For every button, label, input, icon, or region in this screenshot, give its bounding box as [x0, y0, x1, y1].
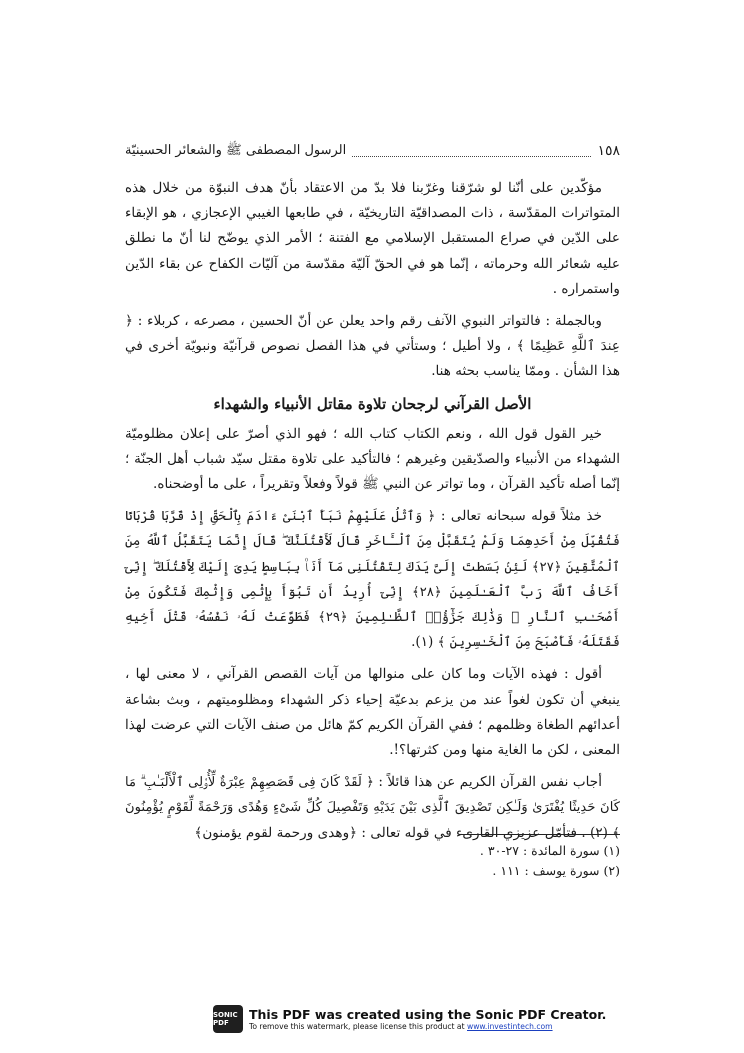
header-dotted-leader	[352, 146, 591, 157]
footnotes	[125, 834, 620, 881]
page-body	[125, 176, 620, 853]
watermark-link[interactable]: www.investintech.com	[467, 1022, 553, 1031]
pdf-watermark	[213, 1003, 606, 1035]
footnote-1: (١) سورة المائدة : ٢٧-٣٠ .	[479, 843, 620, 858]
page-number: ١٥٨	[597, 143, 620, 159]
running-title: الرسول المصطفى ﷺ والشعائر الحسينيّة	[125, 142, 347, 158]
quran-quote-paragraph	[125, 504, 620, 655]
quote2-tail: (٢) . فتأمّل عزيزي القارىء في قوله تعالى : ﴿وهدى ورحمة لقوم يؤمنون﴾	[194, 824, 608, 841]
paragraph-3: خير القول قول الله ، ونعم الكتاب كتاب الله ؛ فهو الذي أصرّ على إعلان مظلوميّة الشهداء من الأنبياء والصدّيقين وغيرهم ؛ فالتأكيد على تلاوة مقتل سيّد شباب أهل الجنّة ؛ إنّما أصله تأكيد القرآن ، وما تواتر عن النبي ﷺ قولاً وفعلاً وتقريراً ، على ما أوضحناه.	[125, 425, 620, 493]
watermark-sub-line	[249, 1022, 606, 1031]
quote-intro: خذ مثلاً قوله سبحانه تعالى :	[440, 508, 603, 525]
quran-verses-2: ﴿ لَقَدْ كَانَ فِى قَصَصِهِمْ عِبْرَةٌ لِّأُو۟لِى ٱلْأَلْبَـٰبِ ۗ مَا كَانَ حَدِيثًا يُفْتَرَىٰ وَلَـٰكِن تَصْدِيقَ ٱلَّذِى بَيْنَ يَدَيْهِ وَتَفْصِيلَ كُلِّ شَىْءٍ وَهُدًى وَرَحْمَةً لِّقَوْمٍ يُؤْمِنُونَ ﴾	[125, 775, 620, 841]
quote2-intro: أجاب نفس القرآن الكريم عن هذا قائلاً :	[378, 774, 602, 791]
sonic-pdf-logo: SONIC PDF	[213, 1005, 243, 1033]
watermark-sub-prefix: To remove this watermark, please license this product at	[249, 1022, 465, 1031]
section-heading: الأصل القرآني لرجحان تلاوة مقاتل الأنبياء والشهداء	[213, 394, 532, 413]
running-header	[125, 140, 620, 162]
quran-verses: ﴿ وَٱتْلُ عَلَيْهِمْ نَبَأَ ٱبْنَىْ ءَادَمَ بِٱلْحَقِّ إِذْ قَرَّبَا قُرْبَانًا فَتُقُبِّلَ مِنْ أَحَدِهِمَا وَلَمْ يُتَقَبَّلْ مِنَ ٱلْـَٔاخَرِ قَالَ لَأَقْتُلَنَّكَ ۖ قَالَ إِنَّمَا يَتَقَبَّلُ ٱللَّهُ مِنَ ٱلْمُتَّقِينَ ﴿٢٧﴾ لَئِنۢ بَسَطتَ إِلَىَّ يَدَكَ لِتَقْتُلَنِى مَآ أَنَا۠ بِبَاسِطٍ يَدِىَ إِلَيْكَ لِأَقْتُلَكَ ۖ إِنِّىٓ أَخَافُ ٱللَّهَ رَبَّ ٱلْعَـٰلَمِينَ ﴿٢٨﴾ إِنِّىٓ أُرِيدُ أَن تَبُوٓأَ بِإِثْمِى وَإِثْمِكَ فَتَكُونَ مِنْ أَصْحَـٰبِ ٱلنَّارِ ۚ وَذَٰلِكَ جَزَٰٓؤُا۟ ٱلظَّـٰلِمِينَ ﴿٢٩﴾ فَطَوَّعَتْ لَهُۥ نَفْسُهُۥ قَتْلَ أَخِيهِ فَقَتَلَهُۥ فَأَصْبَحَ مِنَ ٱلْخَـٰسِرِينَ ﴾	[125, 509, 620, 651]
paragraph-1: مؤكّدين على أنّنا لو شرّقنا وغرّبنا فلا بدّ من الاعتقاد بأنّ هدف النبوّة من خلال هذه المتواترات المقدّسة ، ذات المصداقيّة التاريخيّة ، في طابعها الغيبي الإعجازي ، هو الإبقاء على الدّين في صراع المستقبل الإسلامي مع الفتنة ؛ الأمر الذي يوضّح لنا أنّ ما نطلق عليه شعائر الله وحرماته ، إنّما هو في الحقّ آليّة مقدّسة من آليّات الكفاح عن بقاء الدّين واستمراره .	[125, 180, 620, 297]
footnote-2: (٢) سورة يوسف : ١١١ .	[492, 863, 620, 878]
paragraph-4: أقول : فهذه الآيات وما كان على منوالها من آيات القصص القرآني ، لا معنى لها ، ينبغي أن تكون لغواً عند من يزعم بدعيّة إحياء ذكر الشهداء ومظلوميتهم ، وبث بشاعة أعدائهم الطغاة وظلمهم ؛ ففي القرآن الكريم كمّ هائل من صنف الآيات التي عرضت لهذا المعنى ، لكن ما الغاية منها ومن كثرتها؟!.	[125, 666, 620, 759]
paragraph-2: وبالجملة : فالتواتر النبوي الآنف رقم واحد يعلن عن أنّ الحسين ، مصرعه ، كربلاء : ﴿ عِندَ ٱللَّهِ عَظِيمًا ﴾ ، ولا أطيل ؛ وستأتي في هذا الفصل نصوص قرآنيّة ونبويّة أخرى في هذا الشأن . وممّا يناسب بحثه هنا.	[125, 313, 620, 380]
footnote-ref-1: (١).	[411, 634, 434, 651]
watermark-text	[249, 1007, 606, 1031]
footnote-rule	[460, 834, 620, 835]
watermark-main-line: This PDF was created using the Sonic PDF Creator.	[249, 1007, 607, 1022]
